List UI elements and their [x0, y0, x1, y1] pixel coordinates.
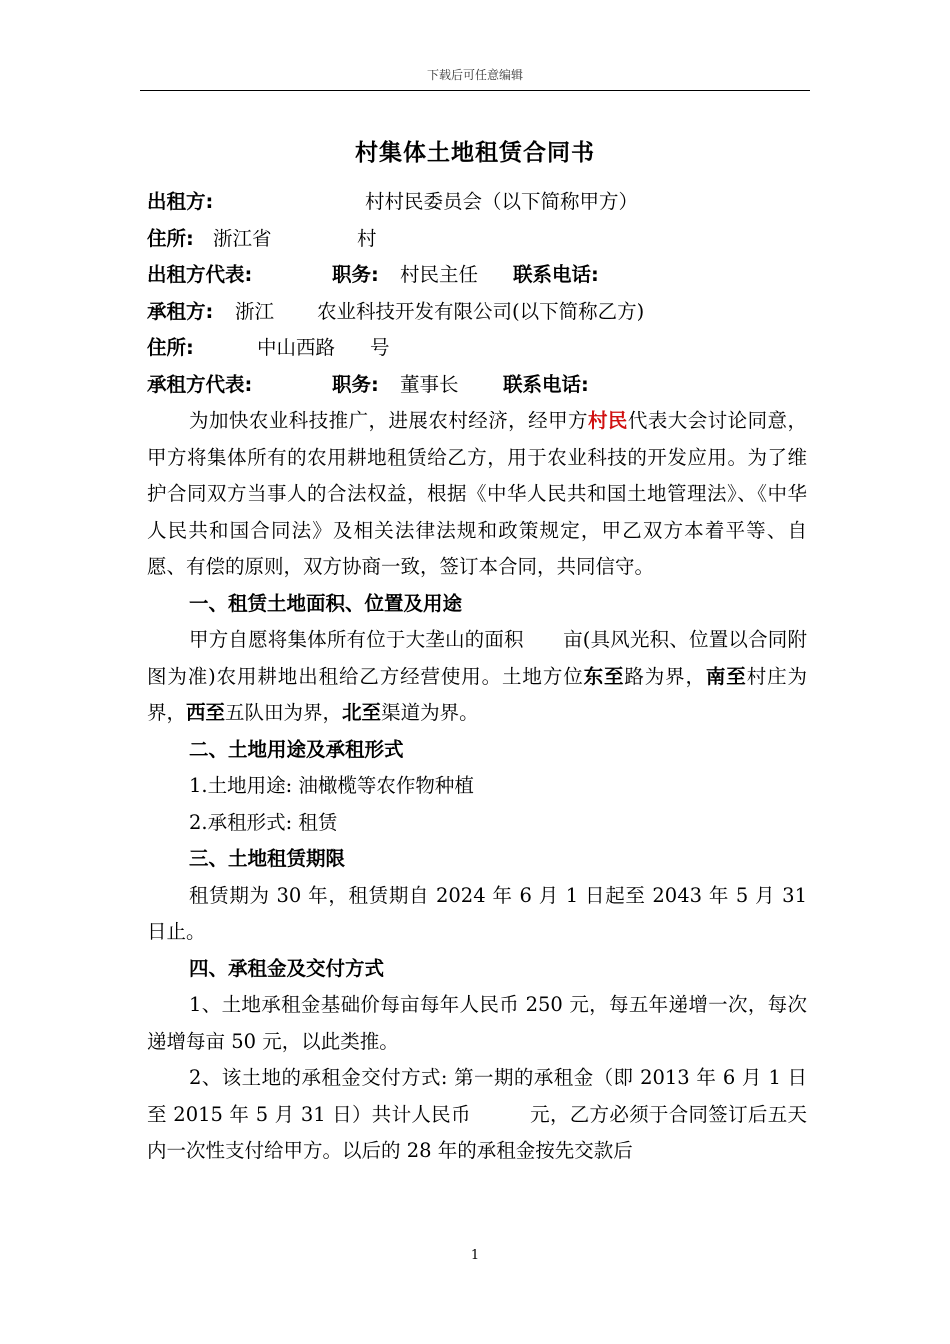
section-1-north: 北至 — [342, 701, 382, 724]
lessee-rep-row — [147, 367, 807, 404]
section-1-text2: 路为界， — [624, 664, 706, 688]
header-rule — [140, 90, 810, 91]
document-title: 村集体土地租赁合同书 — [355, 140, 595, 166]
section-2-item-2: 2.承租形式: 租赁 — [189, 810, 338, 834]
section-4-item-1: 1、土地承租金基础价每亩每年人民币 250 元，每五年递增一次，每次递增每亩 50 元，以此类推。 — [147, 993, 807, 1053]
lessor-rep-label: 出租方代表: — [147, 263, 253, 286]
lessor-phone-label: 联系电话: — [513, 263, 599, 286]
lessee-value-1: 浙江 — [235, 299, 275, 323]
section-1-east: 东至 — [583, 664, 625, 688]
lessor-address-row — [147, 221, 807, 258]
section-1-south: 南至 — [705, 664, 747, 688]
lessee-address-label: 住所: — [147, 336, 194, 359]
lessee-address-no: 号 — [370, 336, 390, 359]
lessee-phone-label: 联系电话: — [503, 372, 589, 396]
header-note: 下载后可任意编辑 — [426, 68, 523, 82]
section-4-heading: 四、承租金及交付方式 — [189, 956, 385, 980]
lessee-rep-label: 承租方代表: — [147, 372, 253, 396]
intro-part2: 代表大会讨论同意，甲方将集体所有的农用耕地租赁给乙方，用于农业科技的开发应用。为了维护合同双方当事人的合法权益，根据《中华人民共和国土地管理法》、《中华人民共和国合同法》及相关法律法规和政策规定，甲乙双方本着平等、自愿、有偿的原则，双方协商一致，签订本合同，共同信守。 — [147, 409, 807, 578]
section-3-heading: 三、土地租赁期限 — [189, 847, 346, 870]
lessee-position: 董事长 — [400, 372, 459, 396]
lessor-rep-row — [147, 257, 807, 294]
lessee-row — [147, 294, 807, 331]
lessee-label: 承租方: — [147, 299, 214, 323]
lessee-position-label: 职务: — [332, 372, 379, 396]
lessor-address-village: 村 — [357, 226, 377, 250]
section-1-text4: 五队田为界， — [225, 701, 343, 724]
section-1-text1: 甲方自愿将集体所有位于大垄山的面积 亩(具风光积、位置以合同附图为准)农用耕地出租给乙方经营使用。土地方位 — [147, 628, 807, 688]
section-1-text3: 村庄为界， — [147, 664, 807, 724]
lessor-row — [147, 184, 807, 221]
intro-highlight: 村民 — [587, 409, 628, 432]
lessee-address-row — [147, 330, 807, 367]
section-1-paragraph — [147, 622, 807, 732]
lessor-value: 村村民委员会（以下简称甲方） — [365, 190, 639, 213]
lessor-label: 出租方: — [147, 190, 214, 213]
page-number: 1 — [470, 1248, 480, 1263]
section-1-west: 西至 — [186, 701, 226, 724]
section-2-heading: 二、土地用途及承租形式 — [189, 737, 404, 761]
intro-paragraph — [147, 403, 807, 586]
section-1-text5: 渠道为界。 — [381, 701, 479, 724]
lessor-position-label: 职务: — [332, 263, 379, 286]
section-4-item-2: 2、该土地的承租金交付方式: 第一期的承租金（即 2013 年 6 月 1 日至 2015 年 5 月 31 日）共计人民币 元，乙方必须于合同签订后五天内一次性支付给甲方。以后的 28 年的承租金按先交款后 — [147, 1066, 807, 1162]
section-2-item-1: 1.土地用途: 油橄榄等农作物种植 — [189, 774, 474, 797]
contract-body — [147, 184, 807, 1170]
lessor-address-label: 住所: — [147, 226, 194, 250]
lessor-position: 村民主任 — [400, 263, 479, 286]
lessee-value-2: 农业科技开发有限公司(以下简称乙方) — [317, 299, 645, 323]
lessee-address-road: 中山西路 — [257, 336, 336, 359]
lessor-address-province: 浙江省 — [213, 226, 272, 250]
section-1-heading: 一、租赁土地面积、位置及用途 — [189, 591, 463, 615]
intro-part1: 为加快农业科技推广，进展农村经济，经甲方 — [189, 409, 588, 432]
section-3-paragraph: 租赁期为 30 年，租赁期自 2024 年 6 月 1 日起至 2043 年 5 月 31 日止。 — [147, 883, 807, 943]
